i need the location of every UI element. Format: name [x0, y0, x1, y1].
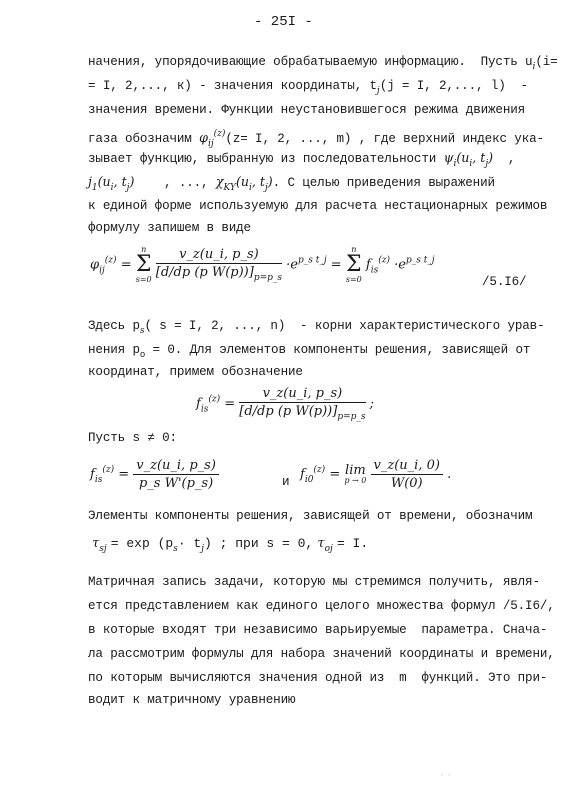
text-span: = 0. Для элементов компоненты решения, зависящей от: [145, 343, 531, 357]
text-line: ется представлением как единого целого множества формул /5.I6/,: [88, 599, 555, 613]
text-span: газа обозначим: [88, 132, 192, 146]
math-sup: p_s t_j: [405, 255, 435, 266]
text-line: ла рассмотрим формулы для набора значений координаты и времени,: [88, 647, 555, 661]
math-chi: $\chi_{KY}(u_i$, $t_j$): [215, 174, 273, 193]
text-line: по которым вычисляются значения одной из m функций. Это при-: [88, 671, 548, 685]
math-sup: (z): [208, 394, 221, 405]
text-span: . С целью приведения выражений: [272, 176, 495, 190]
math-f: f: [196, 396, 201, 412]
math-sub: o: [139, 350, 146, 360]
math-j: $j_1(u_i$, $t_j$): [88, 174, 135, 193]
fraction: $\frac{v\_z(u\_i, 0)}{W(0)}$: [371, 458, 443, 491]
text-line: [88, 318, 545, 339]
page-number: - 25I -: [254, 14, 313, 30]
math-tau: τ: [317, 536, 325, 551]
text-span: = I, 2,..., к) - значения координаты, t: [88, 79, 377, 93]
math-sup: (z): [378, 255, 390, 266]
text-line: [88, 54, 558, 75]
text-span: зывает функцию, выбранную из последовательности: [88, 152, 437, 166]
math-sub: sj: [99, 544, 107, 554]
text-line: Пусть s ≠ 0:: [88, 431, 177, 445]
limit: lim p → 0: [344, 463, 367, 485]
math-sup: (z): [313, 465, 326, 475]
math-sub: j: [376, 86, 380, 96]
math-sup: (z): [102, 465, 115, 475]
text-span: Здесь p: [88, 319, 140, 333]
text-line: водит к матричному уравнению: [88, 693, 296, 707]
math-f: f: [365, 257, 371, 273]
math-sub: s: [139, 326, 145, 336]
math-f: f: [90, 467, 95, 482]
math-cdot: ·: [394, 257, 399, 273]
math-psi: $\psi_i(u_i$, $t_j$): [443, 150, 494, 169]
math-sub: ij: [99, 265, 105, 276]
text-span: ( s = I, 2, ..., n) - корни характеристического урав-: [144, 319, 545, 333]
text-span: , ...,: [164, 176, 209, 190]
text-span: (i=: [535, 55, 558, 69]
text-line: формулу запишем в виде: [88, 221, 251, 235]
text-line: Матричная запись задачи, которую мы стремимся получить, явля-: [88, 575, 540, 589]
text-span: (z= I, 2, ..., m) , где верхний индекс ука-: [225, 132, 544, 146]
math-sub: is: [370, 265, 379, 276]
fraction: $\frac{v\_z(u\_i, p\_s)}{[d/dp (p W(p))]_{p=p\_s}}$: [155, 247, 283, 283]
equation-516: [90, 246, 435, 284]
text-span: = I.: [336, 536, 369, 551]
math-equals: =: [120, 257, 132, 273]
math-cdot: ·: [286, 257, 291, 273]
text-line: [88, 126, 544, 152]
math-equals: =: [224, 396, 236, 412]
text-line: Элементы компоненты решения, зависящей от времени, обозначим: [88, 509, 533, 523]
text-span: начения, упорядочивающие обрабатываемую информацию. Пусть u: [88, 55, 533, 69]
math-sub: is: [94, 475, 103, 485]
text-line: координат, примем обозначение: [88, 365, 303, 379]
text-span: · t: [177, 536, 202, 551]
math-sup: (z): [104, 255, 117, 266]
equation-f-is-nonzero: [90, 458, 219, 491]
math-equals: =: [330, 257, 342, 273]
text-line: [88, 78, 528, 99]
text-span: (j = I, 2,..., l) -: [379, 79, 528, 93]
fraction: $\frac{v\_z(u\_i, p\_s)}{[d/dp (p W(p))]_{p=p\_s}}$: [239, 386, 366, 422]
sum-sign: n Σ s=0: [135, 245, 152, 284]
text-line: [88, 174, 495, 196]
math-exp: e: [398, 257, 406, 273]
math-equals: =: [118, 467, 130, 482]
math-tau: τ: [92, 536, 100, 551]
math-phi: $\varphi_{ij}^{(z)}$: [199, 129, 226, 149]
text-span: нения p: [88, 343, 140, 357]
text-line: [88, 342, 530, 363]
math-sub: is: [200, 404, 209, 415]
text-span: = exp (p: [110, 536, 174, 551]
equation-f-is: [196, 386, 374, 422]
fraction: $\frac{v\_z(u\_i, p\_s)}{\text{p\_s W'(p\_s)}}$: [133, 458, 219, 491]
math-f: f: [300, 467, 305, 482]
equation-tau: $\tau_{sj} = \exp (p_s\cdot t_j)$ ; при s = 0, $\tau_{oj} = I$.: [92, 536, 369, 554]
text-line: значения времени. Функции неустановившегося режима движения: [88, 103, 526, 117]
text-span: ) ; при s = 0,: [204, 536, 314, 551]
text-line: к единой форме используемую для расчета нестационарных режимов: [88, 199, 548, 213]
math-phi: φ: [90, 257, 100, 273]
equation-f-i0: $f_{i0}^{(z)}$ = lim p → 0 $\frac{v\_z(u\_i, 0)}{W(0)}$ .: [300, 458, 452, 491]
math-semicolon: ;: [369, 396, 375, 412]
equation-label: /5.I6/: [482, 275, 527, 289]
math-sub: i: [532, 62, 536, 72]
text-line: и: [282, 475, 290, 489]
math-equals: =: [329, 467, 341, 482]
sum-sign: n Σ s=0: [345, 245, 362, 284]
text-line: зывает функцию, выбранную из последовательности $\psi_i(u_i$, $t_j$) ,: [88, 150, 516, 169]
scan-speck: · ·: [440, 772, 451, 779]
text-line: в которые входят три независимо варьируемые параметра. Снача-: [88, 623, 548, 637]
math-exp: e: [290, 257, 298, 273]
math-sup: p_s t_j: [298, 255, 327, 266]
math-sub: i0: [304, 475, 314, 485]
